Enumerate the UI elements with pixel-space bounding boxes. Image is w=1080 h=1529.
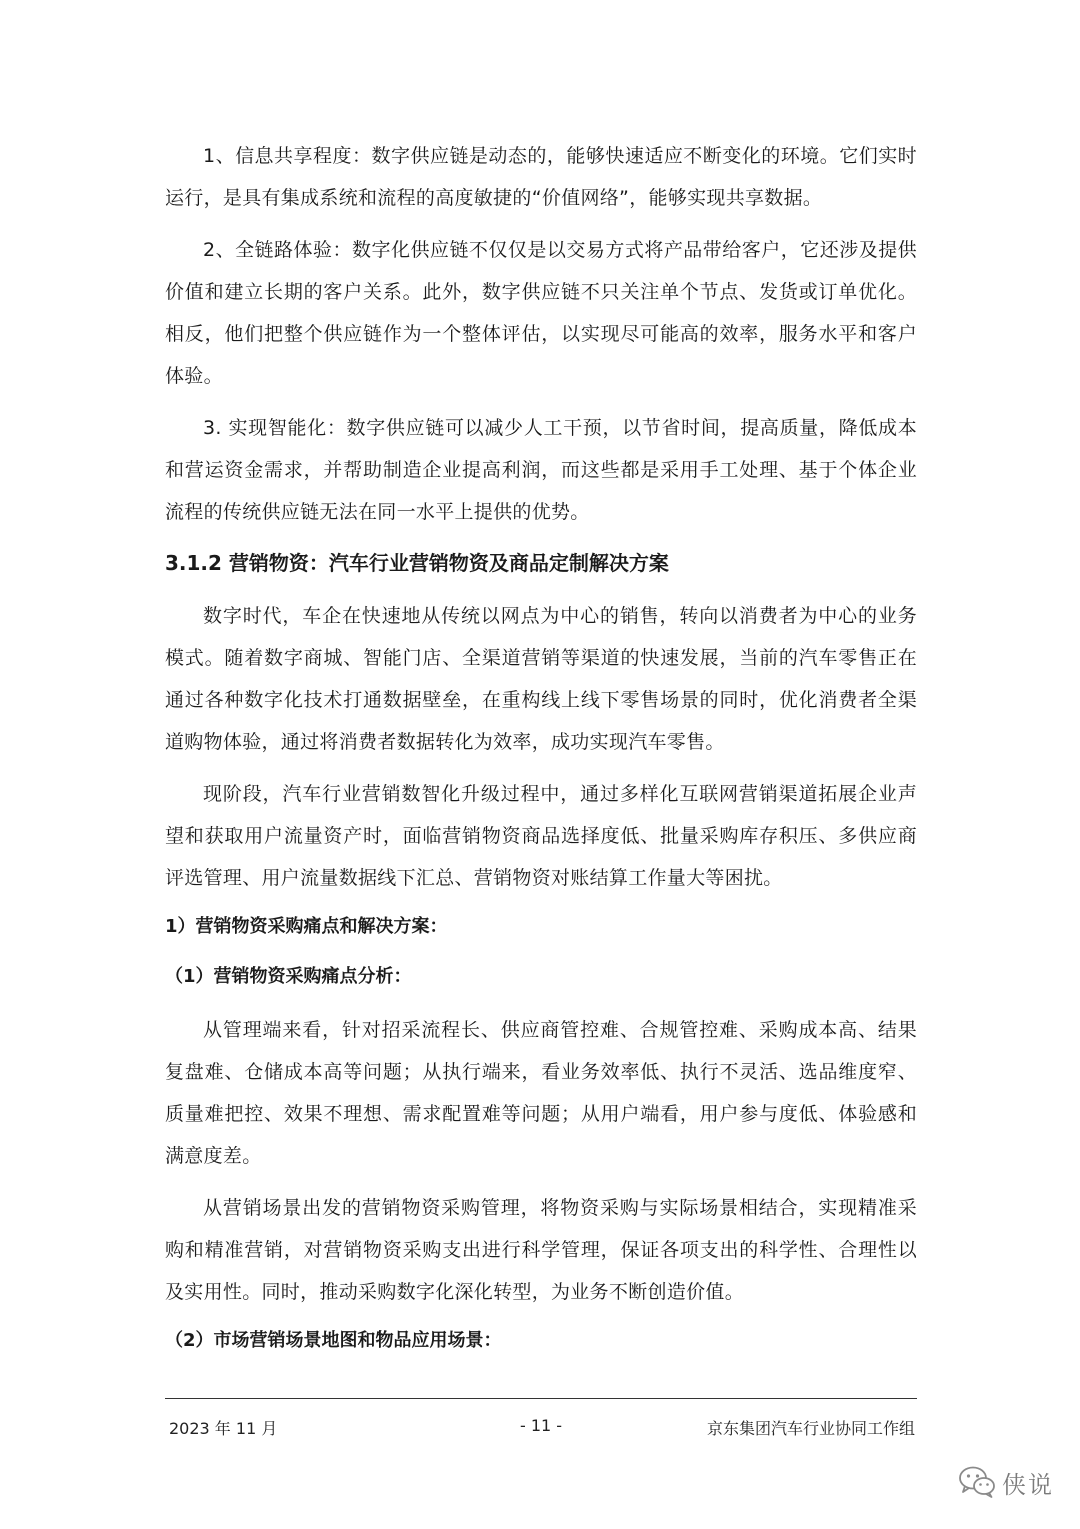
footer-divider [165,1398,917,1399]
section-heading: 3.1.2 营销物资：汽车行业营销物资及商品定制解决方案 [165,551,669,575]
paragraph-info-sharing: 1、信息共享程度：数字供应链是动态的，能够快速适应不断变化的环境。它们实时运行，是具有集成系统和流程的高度敏捷的“价值网络”，能够实现共享数据。 [165,145,917,209]
paragraph-digital-era: 数字时代，车企在快速地从传统以网点为中心的销售，转向以消费者为中心的业务模式。随着数字商城、智能门店、全渠道营销等渠道的快速发展，当前的汽车零售正在通过各种数字化技术打通数据壁垒，在重构线上线下零售场景的同时，优化消费者全渠道购物体验，通过将消费者数据转化为效率，成功实现汽车零售。 [165,605,917,753]
paragraph-full-chain: 2、全链路体验：数字化供应链不仅仅是以交易方式将产品带给客户，它还涉及提供价值和建立长期的客户关系。此外，数字供应链不只关注单个节点、发货或订单优化。相反，他们把整个供应链作为一个整体评估，以实现尽可能高的效率，服务水平和客户体验。 [165,239,917,387]
watermark [958,1462,1054,1502]
footer-page-number: - 11 - [519,1416,563,1435]
footer-date: 2023 年 11 月 [169,1419,278,1438]
heading-pain-points-analysis: （1）营销物资采购痛点分析： [165,966,412,987]
heading-pain-points-solutions: 1）营销物资采购痛点和解决方案： [165,916,448,937]
watermark-text: 侠说 [1002,1470,1054,1499]
paragraph-marketing-scenario: 从营销场景出发的营销物资采购管理，将物资采购与实际场景相结合，实现精准采购和精准营销，对营销物资采购支出进行科学管理，保证各项支出的科学性、合理性以及实用性。同时，推动采购数字化深化转型，为业务不断创造价值。 [165,1197,917,1303]
wechat-icon [958,1465,996,1499]
page-content [165,135,917,1373]
footer-organization: 京东集团汽车行业协同工作组 [706,1419,915,1438]
paragraph-current-stage: 现阶段，汽车行业营销数智化升级过程中，通过多样化互联网营销渠道拓展企业声望和获取用户流量资产时，面临营销物资商品选择度低、批量采购库存积压、多供应商评选管理、用户流量数据线下汇总、营销物资对账结算工作量大等困扰。 [165,783,917,889]
paragraph-management-side: 从管理端来看，针对招采流程长、供应商管控难、合规管控难、采购成本高、结果复盘难、仓储成本高等问题；从执行端来，看业务效率低、执行不灵活、选品维度窄、质量难把控、效果不理想、需求配置难等问题；从用户端看，用户参与度低、体验感和满意度差。 [165,1019,917,1167]
paragraph-intelligence: 3. 实现智能化：数字供应链可以减少人工干预，以节省时间，提高质量，降低成本和营运资金需求，并帮助制造企业提高利润，而这些都是采用手工处理、基于个体企业流程的传统供应链无法在同一水平上提供的优势。 [165,417,917,523]
heading-scenario-map: （2）市场营销场景地图和物品应用场景： [165,1330,502,1351]
page-footer [165,1412,917,1442]
